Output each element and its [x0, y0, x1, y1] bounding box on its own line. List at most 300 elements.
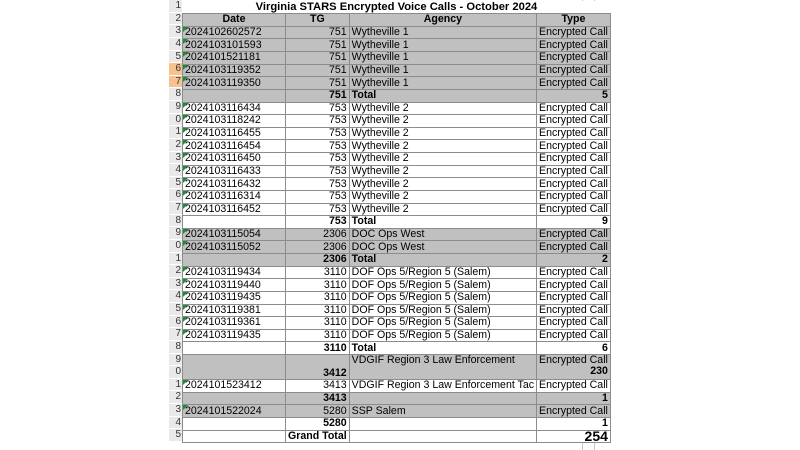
agency-cell[interactable] — [349, 329, 536, 342]
tg-cell[interactable] — [286, 241, 350, 254]
agency-cell[interactable] — [349, 430, 536, 443]
row-number[interactable]: 3 — [169, 278, 182, 291]
agency-cell[interactable] — [349, 241, 536, 254]
agency-cell[interactable] — [349, 304, 536, 317]
tg-cell[interactable] — [286, 317, 350, 330]
date-text: 2024103116452 — [185, 203, 261, 215]
row-number[interactable]: 8 — [169, 341, 182, 354]
type-text: Encrypted Call — [539, 304, 608, 316]
header-date[interactable]: Date — [183, 14, 286, 27]
tg-text: 751 — [328, 38, 347, 51]
date-text: 2024103118242 — [185, 114, 261, 127]
table-row — [183, 228, 611, 241]
row-number[interactable]: 8 — [169, 215, 182, 228]
error-indicator-icon — [183, 241, 188, 246]
row-number[interactable]: 4 — [169, 164, 182, 177]
agency-cell[interactable] — [349, 153, 536, 166]
date-cell[interactable] — [183, 153, 286, 166]
tg-cell[interactable] — [286, 178, 350, 191]
header-agency[interactable]: Agency — [349, 14, 536, 27]
row-number[interactable]: 9 — [169, 354, 182, 367]
type-text: Encrypted Call — [539, 354, 608, 366]
error-indicator-icon — [183, 204, 188, 209]
date-cell[interactable] — [183, 430, 286, 443]
error-indicator-icon — [183, 267, 188, 272]
tg-cell[interactable] — [286, 266, 350, 279]
type-cell[interactable] — [537, 52, 611, 65]
agency-text: Wytheville 2 — [351, 114, 409, 127]
row-number[interactable]: 2 — [169, 13, 182, 26]
error-indicator-icon — [183, 380, 188, 385]
tg-text: 753 — [328, 215, 347, 228]
type-cell[interactable] — [537, 102, 611, 115]
agency-text: Wytheville 1 — [351, 64, 409, 76]
date-text: 2024101522024 — [185, 404, 262, 417]
type-cell[interactable] — [537, 140, 611, 153]
grand-total-row — [183, 430, 611, 443]
tg-text: 3110 — [323, 291, 347, 304]
row-number[interactable]: 5 — [169, 177, 182, 190]
tg-cell[interactable] — [286, 279, 350, 292]
date-cell[interactable] — [183, 380, 286, 393]
agency-cell[interactable] — [349, 77, 536, 90]
date-cell[interactable] — [183, 178, 286, 191]
date-text: 2024103119440 — [185, 278, 261, 291]
type-cell[interactable] — [537, 279, 611, 292]
date-cell[interactable] — [183, 266, 286, 279]
tg-cell[interactable] — [286, 203, 350, 216]
date-cell[interactable] — [183, 279, 286, 292]
tg-cell[interactable] — [286, 405, 350, 418]
tg-text: 2306 — [323, 253, 347, 266]
date-cell[interactable] — [183, 241, 286, 254]
tg-cell[interactable] — [286, 380, 350, 393]
tg-cell[interactable] — [286, 216, 350, 229]
date-text: 2024103119350 — [185, 76, 261, 89]
date-cell[interactable] — [183, 64, 286, 77]
tg-text: 3110 — [323, 266, 347, 278]
type-text: Encrypted Call — [539, 278, 608, 291]
type-text: Encrypted Call — [539, 177, 608, 190]
row-number[interactable]: 4 — [169, 417, 182, 430]
agency-text: DOF Ops 5/Region 5 (Salem) — [351, 291, 491, 304]
type-cell[interactable] — [537, 89, 611, 102]
tg-cell[interactable] — [286, 342, 350, 355]
row-number[interactable]: 3 — [169, 152, 182, 165]
type-cell[interactable] — [537, 115, 611, 128]
tg-text: 3413 — [323, 392, 347, 404]
tg-text: 5280 — [323, 404, 347, 417]
error-indicator-icon — [183, 115, 188, 120]
tg-text: 753 — [328, 177, 347, 190]
type-cell[interactable] — [537, 405, 611, 418]
row-number[interactable]: 1 — [169, 379, 182, 392]
subtotal-row — [183, 254, 611, 267]
type-cell[interactable] — [537, 380, 611, 393]
agency-text: Wytheville 2 — [351, 102, 409, 114]
date-cell[interactable] — [183, 77, 286, 90]
agency-cell[interactable] — [349, 89, 536, 102]
agency-cell[interactable] — [349, 39, 536, 52]
type-text: Encrypted Call — [539, 38, 608, 51]
type-text: Encrypted Call — [539, 114, 608, 127]
type-text: Encrypted Call — [539, 152, 608, 165]
table-row — [183, 39, 611, 52]
date-text: 2024103116450 — [185, 152, 261, 165]
row-number[interactable]: 0 — [169, 240, 182, 253]
table-row — [183, 102, 611, 115]
error-indicator-icon — [183, 39, 188, 44]
type-cell[interactable] — [537, 178, 611, 191]
date-cell[interactable] — [183, 254, 286, 267]
agency-text: Wytheville 2 — [351, 127, 409, 140]
agency-cell[interactable] — [349, 203, 536, 216]
tg-text: 751 — [328, 26, 347, 39]
tg-cell[interactable] — [286, 304, 350, 317]
row-number[interactable]: 1 — [169, 0, 182, 13]
type-cell[interactable] — [537, 329, 611, 342]
type-cell[interactable] — [537, 392, 611, 405]
type-cell[interactable] — [537, 254, 611, 267]
tg-cell[interactable] — [286, 392, 350, 405]
date-text: 2024103119435 — [185, 329, 261, 342]
type-text: 1 — [602, 392, 608, 404]
tg-cell[interactable] — [286, 127, 350, 140]
type-text: Encrypted Call — [539, 329, 608, 342]
type-cell[interactable] — [537, 203, 611, 216]
date-cell[interactable] — [183, 304, 286, 317]
agency-cell[interactable] — [349, 216, 536, 229]
tg-cell[interactable] — [286, 291, 350, 304]
tg-cell[interactable] — [286, 52, 350, 65]
date-text: 2024103116434 — [185, 102, 261, 114]
type-text: Encrypted Call — [539, 64, 608, 76]
row-number[interactable]: 2 — [169, 391, 182, 404]
type-text: Encrypted Call — [539, 51, 608, 64]
error-indicator-icon — [183, 405, 188, 410]
agency-cell[interactable] — [349, 190, 536, 203]
row-number[interactable]: 1 — [169, 253, 182, 266]
type-cell[interactable] — [537, 430, 611, 443]
error-indicator-icon — [183, 317, 188, 322]
table-row — [183, 153, 611, 166]
error-indicator-icon — [183, 305, 188, 310]
date-cell[interactable] — [183, 190, 286, 203]
agency-cell[interactable] — [349, 355, 536, 380]
row-number[interactable]: 7 — [169, 76, 182, 89]
agency-cell[interactable] — [349, 26, 536, 39]
subtotal-row — [183, 342, 611, 355]
tg-text: 753 — [328, 114, 347, 127]
table-row — [183, 304, 611, 317]
agency-text: Total — [351, 215, 377, 228]
type-text: Encrypted Call — [539, 127, 608, 140]
error-indicator-icon — [183, 330, 188, 335]
row-number[interactable]: 2 — [169, 265, 182, 278]
row-number[interactable]: 3 — [169, 404, 182, 417]
row-number[interactable]: 0 — [169, 114, 182, 127]
row-number[interactable]: 9 — [169, 227, 182, 240]
subtotal-row — [183, 216, 611, 229]
tg-text: Grand Total — [288, 430, 347, 442]
date-cell[interactable] — [183, 115, 286, 128]
tg-cell[interactable] — [286, 355, 350, 380]
agency-cell[interactable] — [349, 405, 536, 418]
tg-cell[interactable] — [286, 165, 350, 178]
agency-cell[interactable] — [349, 64, 536, 77]
type-text: Encrypted Call — [539, 190, 608, 203]
tg-cell[interactable] — [286, 64, 350, 77]
error-indicator-icon — [183, 229, 188, 234]
date-text: 2024103119352 — [185, 64, 261, 76]
subtotal-row — [183, 392, 611, 405]
date-cell[interactable] — [183, 140, 286, 153]
type-text: Encrypted Call — [539, 76, 608, 89]
table-row — [183, 26, 611, 39]
date-cell[interactable] — [183, 405, 286, 418]
error-indicator-icon — [183, 77, 188, 82]
agency-text: Wytheville 2 — [351, 152, 409, 165]
agency-text: Wytheville 2 — [351, 203, 409, 215]
type-cell[interactable] — [537, 153, 611, 166]
table-row — [183, 203, 611, 216]
date-text: 2024101521181 — [185, 51, 261, 64]
tg-text: 753 — [328, 139, 347, 152]
agency-cell[interactable] — [349, 254, 536, 267]
agency-cell[interactable] — [349, 178, 536, 191]
tg-cell[interactable] — [286, 417, 350, 430]
agency-text: Total — [351, 253, 377, 266]
row-number[interactable]: 5 — [169, 303, 182, 316]
type-cell[interactable] — [537, 190, 611, 203]
date-cell[interactable] — [183, 317, 286, 330]
row-number[interactable]: 0 — [169, 366, 182, 379]
tg-text: 3110 — [323, 304, 347, 316]
table-row — [183, 77, 611, 90]
type-cell[interactable] — [537, 165, 611, 178]
date-text: 2024103116454 — [185, 139, 261, 152]
type-cell[interactable] — [537, 291, 611, 304]
type-cell[interactable] — [537, 266, 611, 279]
date-cell[interactable] — [183, 89, 286, 102]
header-row — [183, 14, 611, 27]
error-indicator-icon — [183, 178, 188, 183]
agency-text: DOF Ops 5/Region 5 (Salem) — [351, 266, 491, 278]
error-indicator-icon — [183, 292, 188, 297]
row-number[interactable]: 6 — [169, 316, 182, 329]
agency-cell[interactable] — [349, 392, 536, 405]
date-text: 2024103101593 — [185, 38, 262, 51]
date-cell[interactable] — [183, 216, 286, 229]
date-text: 2024103116314 — [185, 190, 261, 203]
agency-cell[interactable] — [349, 279, 536, 292]
agency-cell[interactable] — [349, 140, 536, 153]
type-text: Encrypted Call — [539, 240, 608, 253]
spreadsheet-table — [182, 1, 611, 443]
type-cell[interactable] — [537, 342, 611, 355]
type-cell[interactable] — [537, 355, 611, 380]
date-text: 2024103115052 — [185, 240, 261, 253]
agency-text: Wytheville 1 — [351, 76, 409, 89]
type-text: Encrypted Call — [539, 102, 608, 114]
date-cell[interactable] — [183, 39, 286, 52]
date-cell[interactable] — [183, 342, 286, 355]
tg-cell[interactable] — [286, 39, 350, 52]
type-cell[interactable] — [537, 417, 611, 430]
date-text: 2024103116455 — [185, 127, 261, 140]
date-cell[interactable] — [183, 417, 286, 430]
row-number[interactable]: 7 — [169, 202, 182, 215]
tg-cell[interactable] — [286, 140, 350, 153]
tg-text: 753 — [328, 165, 347, 177]
table-row — [183, 52, 611, 65]
table-row — [183, 291, 611, 304]
agency-cell[interactable] — [349, 291, 536, 304]
agency-cell[interactable] — [349, 102, 536, 115]
row-number[interactable]: 8 — [169, 88, 182, 101]
tg-cell[interactable] — [286, 329, 350, 342]
tg-text: 3110 — [323, 316, 347, 329]
type-cell[interactable] — [537, 228, 611, 241]
type-cell[interactable] — [537, 39, 611, 52]
table-row — [183, 329, 611, 342]
agency-text: DOC Ops West — [351, 240, 425, 253]
tg-cell[interactable] — [286, 430, 350, 443]
table-row — [183, 241, 611, 254]
agency-text: SSP Salem — [351, 404, 406, 417]
date-cell[interactable] — [183, 102, 286, 115]
row-number-column — [169, 0, 182, 442]
date-text: 2024103116432 — [185, 177, 261, 190]
type-text: 2 — [602, 253, 608, 266]
table-row — [183, 266, 611, 279]
type-cell[interactable] — [537, 241, 611, 254]
table-row — [183, 127, 611, 140]
row-number[interactable]: 5 — [169, 51, 182, 64]
row-number[interactable]: 7 — [169, 328, 182, 341]
error-indicator-icon — [183, 191, 188, 196]
error-indicator-icon — [183, 279, 188, 284]
tg-cell[interactable] — [286, 153, 350, 166]
header-tg[interactable]: TG — [286, 14, 350, 27]
subtotal-count: 230 — [590, 365, 608, 377]
tg-cell[interactable] — [286, 102, 350, 115]
agency-cell[interactable] — [349, 52, 536, 65]
table-row — [183, 140, 611, 153]
type-text: Encrypted Call — [539, 316, 608, 329]
tg-cell[interactable] — [286, 115, 350, 128]
agency-text: Total — [351, 89, 377, 102]
row-number[interactable]: 6 — [169, 63, 182, 76]
tg-cell[interactable] — [286, 254, 350, 267]
sheet-title: Virginia STARS Encrypted Voice Calls - October 2024 — [183, 1, 611, 14]
type-cell[interactable] — [537, 304, 611, 317]
agency-text: DOF Ops 5/Region 5 (Salem) — [351, 304, 491, 316]
type-cell[interactable] — [537, 77, 611, 90]
agency-cell[interactable] — [349, 380, 536, 393]
agency-text: DOF Ops 5/Region 5 (Salem) — [351, 329, 491, 342]
agency-text: Wytheville 1 — [351, 51, 409, 64]
date-cell[interactable] — [183, 392, 286, 405]
tg-text: 751 — [328, 64, 347, 76]
agency-cell[interactable] — [349, 165, 536, 178]
header-type[interactable]: Type — [537, 14, 611, 27]
type-text: 6 — [602, 341, 608, 354]
date-cell[interactable] — [183, 355, 286, 380]
error-indicator-icon — [183, 27, 188, 32]
date-cell[interactable] — [183, 26, 286, 39]
date-text: 2024103116433 — [185, 165, 261, 177]
type-cell[interactable] — [537, 64, 611, 77]
tg-cell[interactable] — [286, 26, 350, 39]
tg-text: 751 — [328, 89, 347, 102]
date-cell[interactable] — [183, 291, 286, 304]
row-number[interactable]: 2 — [169, 139, 182, 152]
date-cell[interactable] — [183, 127, 286, 140]
agency-cell[interactable] — [349, 417, 536, 430]
tg-text: 753 — [328, 152, 347, 165]
table-row — [183, 64, 611, 77]
type-text: Encrypted Call — [539, 379, 608, 392]
date-cell[interactable] — [183, 165, 286, 178]
type-text: 254 — [584, 430, 608, 443]
agency-cell[interactable] — [349, 342, 536, 355]
agency-cell[interactable] — [349, 127, 536, 140]
type-text: Encrypted Call — [539, 139, 608, 152]
tg-cell[interactable] — [286, 77, 350, 90]
date-text: 2024103119381 — [185, 304, 261, 316]
table-row — [183, 279, 611, 292]
row-number[interactable]: 6 — [169, 189, 182, 202]
date-cell[interactable] — [183, 203, 286, 216]
agency-cell[interactable] — [349, 115, 536, 128]
row-number[interactable]: 1 — [169, 126, 182, 139]
date-cell[interactable] — [183, 228, 286, 241]
agency-text: Wytheville 2 — [351, 177, 409, 190]
row-number[interactable]: 5 — [169, 429, 182, 442]
agency-text: Wytheville 1 — [351, 38, 409, 51]
tg-cell[interactable] — [286, 228, 350, 241]
tg-text: 751 — [328, 76, 347, 89]
row-number[interactable]: 9 — [169, 101, 182, 114]
agency-cell[interactable] — [349, 266, 536, 279]
type-text: 1 — [602, 417, 608, 430]
type-text: Encrypted Call — [539, 266, 608, 278]
tg-cell[interactable] — [286, 89, 350, 102]
date-cell[interactable] — [183, 329, 286, 342]
date-text: 2024103119434 — [185, 266, 261, 278]
type-cell[interactable] — [537, 317, 611, 330]
agency-cell[interactable] — [349, 228, 536, 241]
agency-text: Wytheville 2 — [351, 139, 409, 152]
type-cell[interactable] — [537, 216, 611, 229]
date-cell[interactable] — [183, 52, 286, 65]
tg-cell[interactable] — [286, 190, 350, 203]
type-cell[interactable] — [537, 127, 611, 140]
type-text: Encrypted Call — [539, 203, 608, 215]
row-number[interactable]: 4 — [169, 38, 182, 51]
type-text: Encrypted Call — [539, 404, 608, 417]
row-number[interactable]: 4 — [169, 290, 182, 303]
tg-text: 753 — [328, 102, 347, 114]
type-text: Encrypted Call — [539, 291, 608, 304]
row-number[interactable]: 3 — [169, 25, 182, 38]
type-cell[interactable] — [537, 26, 611, 39]
tg-text: 2306 — [323, 240, 347, 253]
error-indicator-icon — [183, 128, 188, 133]
type-text: 9 — [602, 215, 608, 228]
agency-cell[interactable] — [349, 317, 536, 330]
